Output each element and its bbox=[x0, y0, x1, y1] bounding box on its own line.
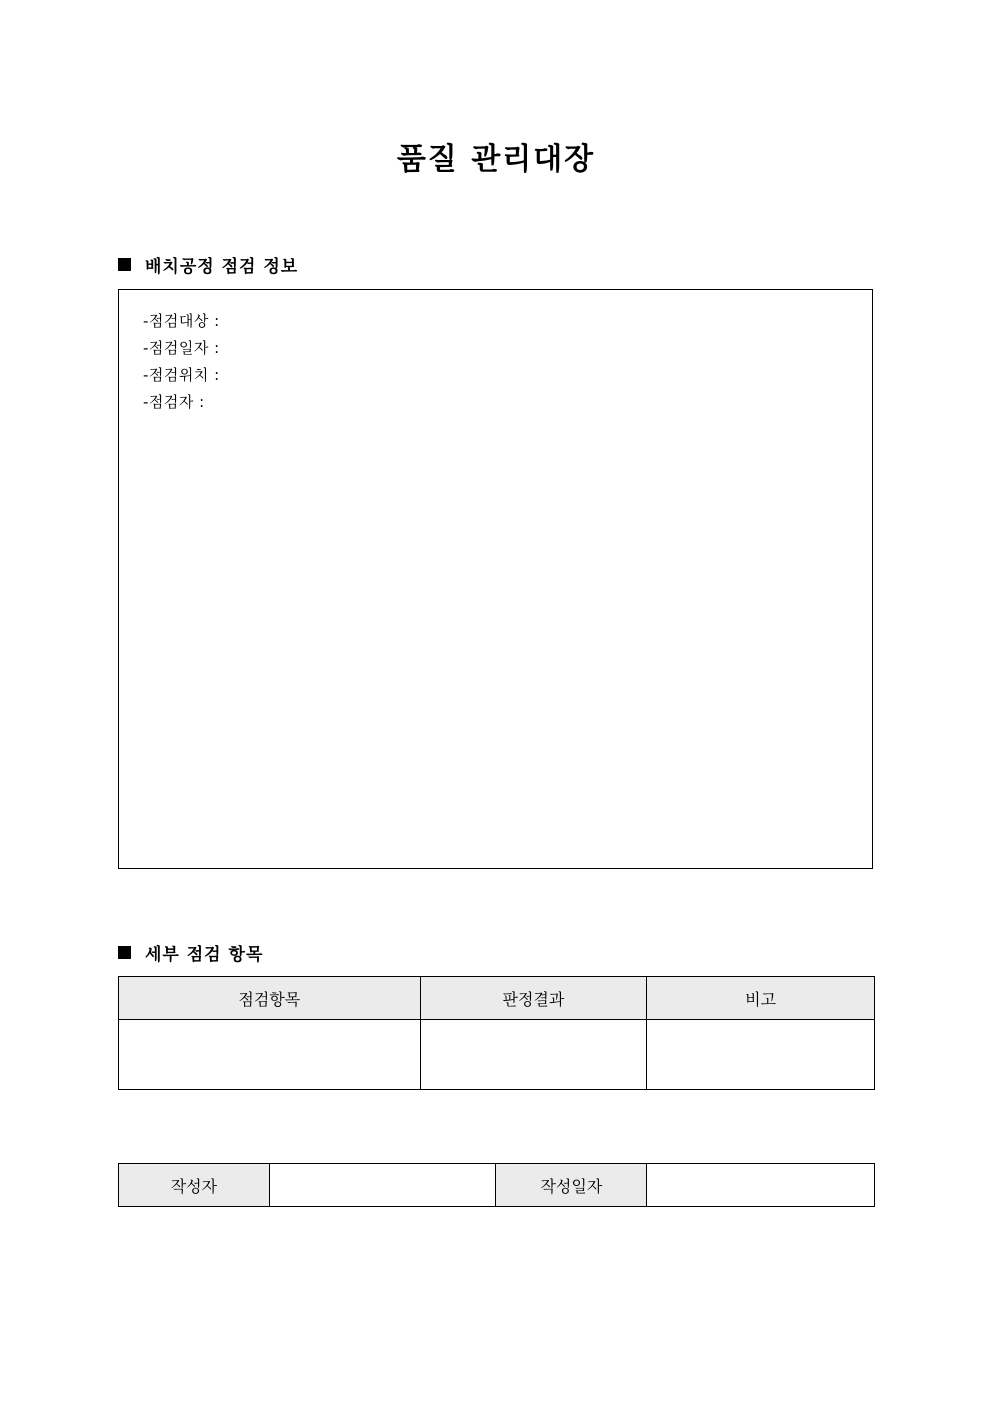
detail-items-table bbox=[118, 976, 875, 1090]
info-line-date: -점검일자 : bbox=[143, 339, 220, 357]
info-line-inspector: -점검자 : bbox=[143, 393, 205, 411]
section-heading-text: 세부 점검 항목 bbox=[145, 945, 264, 965]
table-row bbox=[119, 1164, 875, 1207]
column-header-item: 점검항목 bbox=[119, 977, 421, 1020]
inspection-info-box[interactable] bbox=[118, 289, 873, 869]
column-header-result: 판정결과 bbox=[420, 977, 647, 1020]
table-cell-item[interactable] bbox=[119, 1020, 421, 1090]
section-heading-text: 배치공정 점검 정보 bbox=[145, 257, 299, 277]
section-heading-detail-items bbox=[118, 940, 263, 965]
info-line-target: -점검대상 : bbox=[143, 312, 220, 330]
info-line-location: -점검위치 : bbox=[143, 366, 220, 384]
column-header-remarks: 비고 bbox=[647, 977, 875, 1020]
table-row bbox=[119, 1020, 875, 1090]
square-bullet-icon bbox=[118, 258, 131, 271]
date-field[interactable] bbox=[647, 1164, 875, 1207]
date-label: 작성일자 bbox=[496, 1164, 647, 1207]
table-cell-remarks[interactable] bbox=[647, 1020, 875, 1090]
table-header-row bbox=[119, 977, 875, 1020]
author-table bbox=[118, 1163, 875, 1207]
author-label: 작성자 bbox=[119, 1164, 270, 1207]
document-title: 품질 관리대장 bbox=[396, 142, 596, 177]
author-field[interactable] bbox=[269, 1164, 496, 1207]
section-heading-inspection-info bbox=[118, 252, 298, 277]
square-bullet-icon bbox=[118, 946, 131, 959]
table-cell-result[interactable] bbox=[420, 1020, 647, 1090]
